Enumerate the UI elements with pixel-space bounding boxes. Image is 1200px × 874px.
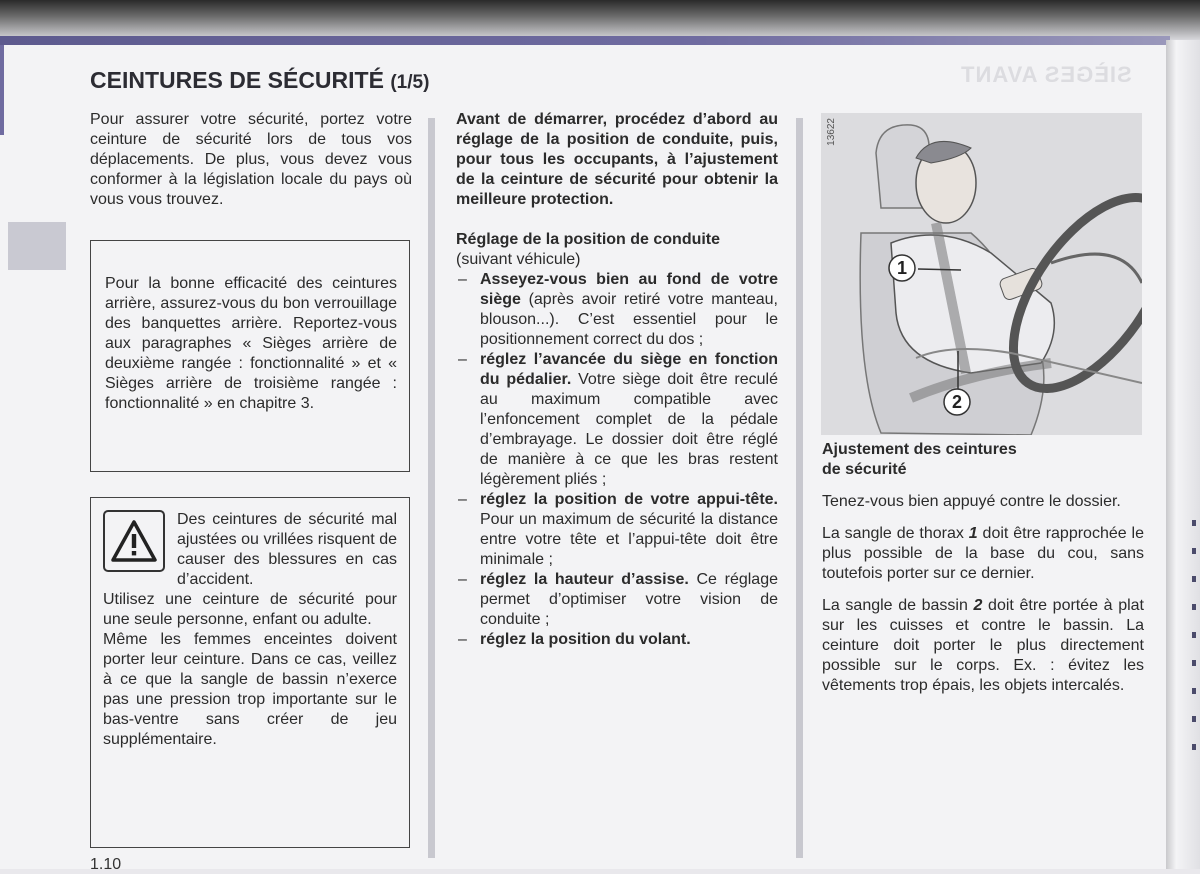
adjustment-heading-line1: Ajustement des ceintures	[822, 441, 1017, 458]
seatbelt-illustration	[821, 113, 1142, 435]
list-item-bold: Asseyez-vous bien au fond de votre siège	[480, 271, 778, 308]
driving-position-heading: Réglage de la position de conduite	[456, 231, 721, 248]
list-item	[456, 570, 778, 630]
warning-triangle-icon	[103, 510, 165, 572]
paragraph-text: doit être rapprochée le plus possible de la base du cou, sans toutefois porter sur ce dernier.	[822, 525, 1144, 582]
header-stripe	[0, 36, 1170, 45]
page-title-part: (1/5)	[390, 72, 430, 93]
list-item-bold: réglez la hauteur d’assise.	[480, 571, 689, 588]
warning-paragraph-2: Même les femmes enceintes doivent porter leur ceinture. Dans ce cas, veillez à ce que la sangle de bassin n’exerce pas une pression trop importante sur le bas-ventre sans créer de jeu supplémentaire.	[103, 631, 397, 748]
callout-2-label: 2	[951, 392, 962, 412]
driving-position-subheading: (suivant véhicule)	[456, 251, 581, 268]
page-title	[90, 67, 429, 94]
column-2	[456, 110, 778, 650]
list-item-bold: réglez la position du volant.	[480, 631, 691, 648]
strap-number: 2	[973, 597, 983, 614]
page-edge-marks	[1192, 520, 1196, 770]
page-number: 1.10	[90, 856, 122, 873]
warning-header	[103, 510, 397, 590]
rear-belt-note: Pour la bonne efficacité des ceintures arrière, assurez-vous du bon verrouillage des banquettes arrière. Reportez-vous aux paragraphes « Sièges arrière de deuxième rangée : fonctionnalité » et « Sièges arrière de troisième rangée : fonctionnalité » en chapitre 3.	[105, 275, 397, 412]
list-item-text: Votre siège doit être reculé au maximum compatible avec l’enfoncement complet de la pédale d’embrayage. Le dossier doit être réglé de manière à ce que les bras restent légèrement pliés ;	[480, 371, 778, 488]
paragraph-text: La sangle de thorax	[822, 525, 969, 542]
column-divider	[428, 118, 435, 858]
show-through-title: SIÈGES AVANT	[960, 62, 1132, 87]
page-top-shadow	[0, 0, 1200, 40]
adjustment-heading-line2: de sécurité	[822, 461, 907, 478]
list-item-bold: réglez l’avancée du siège en fonction du pédalier.	[480, 351, 778, 388]
driver-figure-drawing	[821, 113, 1142, 435]
paragraph-text: doit être portée à plat sur les cuisses et contre le bassin. La ceinture doit porter le plus directement possible sur le corps. Ex. : évitez les vêtements trop épais, les objets intercalés.	[822, 597, 1144, 694]
chapter-tab	[8, 222, 66, 270]
left-edge-bar	[0, 45, 4, 135]
strap-number: 1	[968, 525, 978, 542]
list-item-text: Pour un maximum de sécurité la distance entre votre tête et l’appui-tête doit être minimale ;	[480, 511, 778, 568]
list-item-text: Ce réglage permet d’optimiser votre vision de conduite ;	[480, 571, 778, 628]
paragraph-text: La sangle de bassin	[822, 597, 974, 614]
column-divider	[796, 118, 803, 858]
page-title-text: CEINTURES DE SÉCURITÉ	[90, 67, 384, 93]
figure-code: 13622	[826, 118, 837, 146]
list-item-text: (après avoir retiré votre manteau, blouson...). C’est essentiel pour le positionnement correct du dos ;	[480, 291, 778, 348]
list-item	[456, 630, 778, 650]
rear-belt-note-box	[90, 240, 410, 472]
adjustment-paragraph-3	[822, 596, 1144, 696]
list-item	[456, 490, 778, 570]
callout-1-label: 1	[896, 258, 907, 278]
list-item-bold: réglez la position de votre appui-tête.	[480, 491, 778, 508]
column-1	[90, 110, 412, 210]
adjustment-heading	[822, 440, 1144, 480]
column-3	[822, 440, 1144, 696]
list-item	[456, 270, 778, 350]
warning-paragraph-1: Utilisez une ceinture de sécurité pour une seule personne, enfant ou adulte.	[103, 591, 397, 628]
warning-box	[90, 497, 410, 848]
adjustment-paragraph-1: Tenez-vous bien appuyé contre le dossier.	[822, 493, 1121, 510]
intro-paragraph: Pour assurer votre sécurité, portez votre ceinture de sécurité lors de tous vos déplacements. De plus, vous devez vous conformer à la législation locale du pays où vous vous trouvez.	[90, 111, 412, 208]
driving-position-intro: Avant de démarrer, procédez d’abord au réglage de la position de conduite, puis, pour tous les occupants, à l’ajustement de la ceinture de sécurité pour obtenir la meilleure protection.	[456, 111, 778, 208]
adjustment-list	[456, 270, 778, 650]
list-item	[456, 350, 778, 490]
adjustment-paragraph-2	[822, 524, 1144, 584]
warning-text: Des ceintures de sécurité mal ajustées ou vrillées risquent de causer des blessures en cas d’accident.	[177, 511, 397, 588]
